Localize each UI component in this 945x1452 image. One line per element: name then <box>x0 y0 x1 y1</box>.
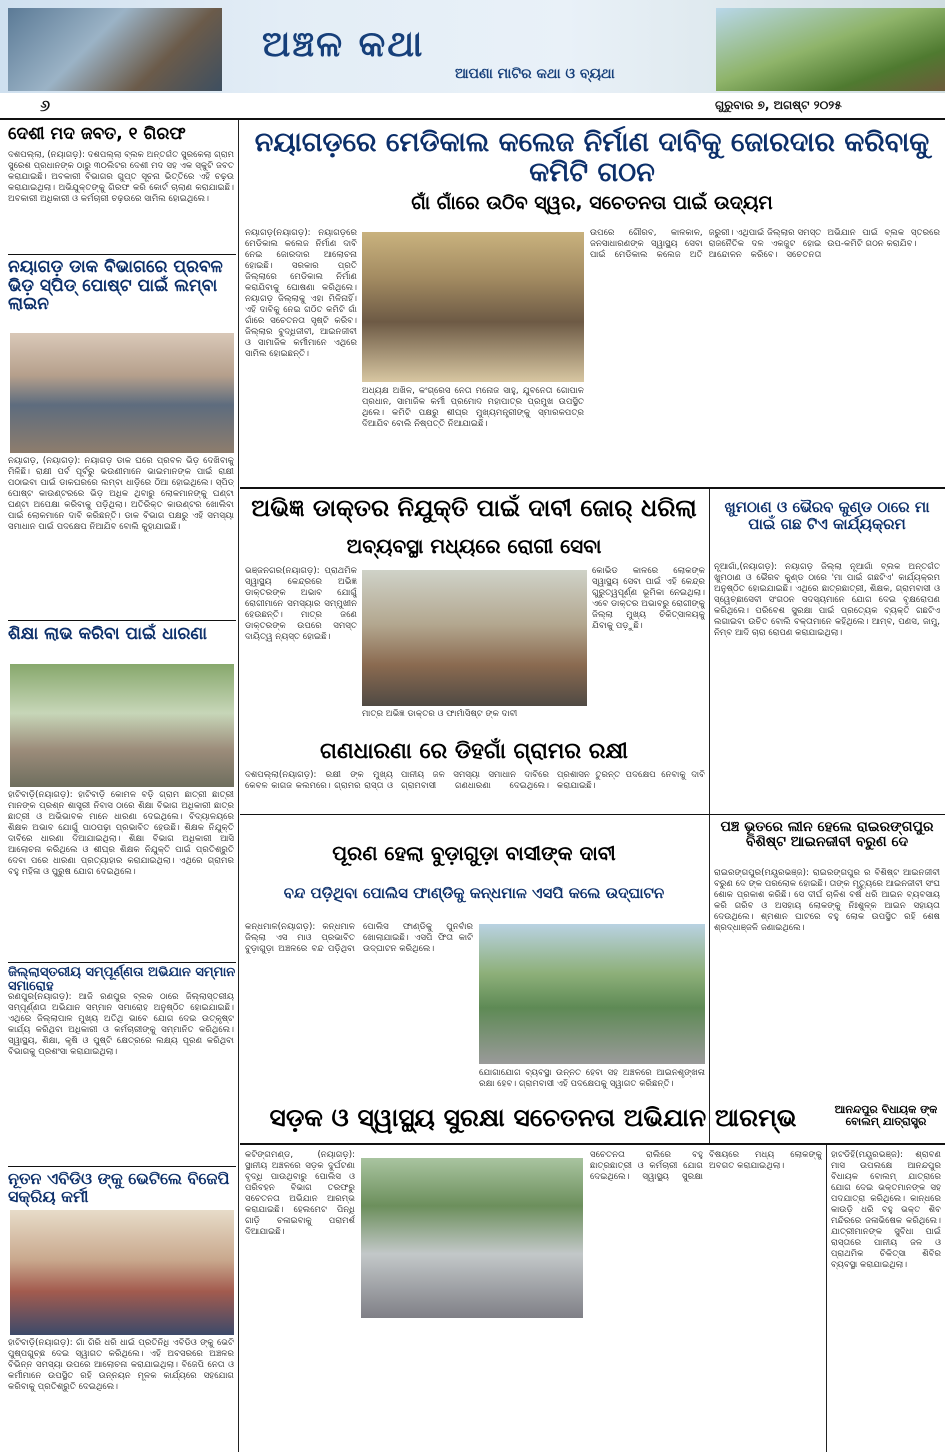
column-divider <box>709 489 710 814</box>
headline-road: ସଡ଼କ ଓ ସ୍ୱାସ୍ଥ୍ୟ ସୁରକ୍ଷା ସଚେତନତା ଅଭିଯାନ ଆରମ୍ଭ <box>269 1103 797 1132</box>
article-doctor-body-right: କୋଭିଡ କାଳରେ ଲୋକଙ୍କ ସ୍ୱାସ୍ଥ୍ୟ ସେବା ପାଇଁ ଏହି କେନ୍ଦ୍ର ଗୁରୁତ୍ୱପୂର୍ଣ୍ଣ ଭୂମିକା ନେଇଥିଲା। ଏବେ ଡାକ୍ତର ଅଭାବରୁ ରୋଗୀଙ୍କୁ ଜିଲ୍ଲା ମୁଖ୍ୟ ଚିକିତ୍ସାଳୟକୁ ଯିବାକୁ ପଡ଼ୁଛି। <box>592 566 705 631</box>
photo-education-protest <box>10 664 234 787</box>
divider <box>240 487 945 489</box>
article-rally-body: ଦଶପଲ୍ଲା(ନୟାଗଡ଼): ରକ୍ଷୀ ଙ୍କ ମୁଖ୍ୟ କେବଳ କାଗଜ କଲମରେ। ଗ୍ରାମର ରାସ୍ତା ଓ ପାନୀୟ ଜଳ ସମସ୍ୟା ସମାଧାନ ଦାବିରେ ଗ୍ରାମବାସୀ ଗଣଧାରଣା ଦେଇଥିଲେ। ପ୍ରଶାସନ ତୁରନ୍ତ ପଦକ୍ଷେପ ନେବାକୁ ଦାବି କରାଯାଇଛି। <box>245 770 705 791</box>
article-road-body-right: ସଚେତନତା ରାଲିରେ ବହୁ ଛାତ୍ରଛାତ୍ରୀ ଓ କର୍ମଚାରୀ ଯୋଗ ଦେଇଥିଲେ। ସ୍ୱାସ୍ଥ୍ୟ ସୁରକ୍ଷା ବିଷୟରେ ମଧ୍ୟ ଲୋକଙ୍କୁ ଅବଗତ କରାଯାଇଥିଲା। <box>590 1150 822 1182</box>
photo-bjp-meeting <box>10 1210 234 1335</box>
article-edu-body: ହାଟିବାଡ଼ି(ନୟାଗଡ଼): ହାଟିବାଡ଼ି କୋମଳ ବଡ଼ି ଗ୍ରାମ ଛାତ୍ରୀ ଛାତ୍ରୀ ମାନଙ୍କ ପ୍ରଶ୍ନ ଶାସ୍ତ୍ରୀ ନିବାସ ଠାରେ ଶିକ୍ଷା ବିଭାଗ ଅଧିକାରୀ ଛାତ୍ର ଛାତ୍ରୀ ଓ ଅଭିଭାବକ ମାନେ ଧାରଣା ଦେଇଥିଲେ। ବିଦ୍ୟାଳୟରେ ଶିକ୍ଷକ ଅଭାବ ଯୋଗୁଁ ପାଠପଢ଼ା ପ୍ରଭାବିତ ହେଉଛି। ଶିକ୍ଷକ ନିଯୁକ୍ତି ଦାବିରେ ଧାରଣା ଦିଆଯାଇଥିଲା। ଶିକ୍ଷା ବିଭାଗ ଅଧିକାରୀ ଆସି ଆଲୋଚନା କରିଥିଲେ ଓ ଶୀଘ୍ର ଶିକ୍ଷକ ନିଯୁକ୍ତି ପାଇଁ ପ୍ରତିଶ୍ରୁତି ଦେବା ପରେ ଧାରଣା ପ୍ରତ୍ୟାହାର କରାଯାଇଥିଲା। ଏଥିରେ ଗ୍ରାମର ବହୁ ମହିଳା ଓ ପୁରୁଷ ଯୋଗ ଦେଇଥିଲେ। <box>8 790 234 877</box>
column-divider <box>826 1145 827 1452</box>
photo-road-safety-rally <box>361 1158 583 1318</box>
headline-burdi: ପୂରଣ ହେଲା ବୁଡ଼ାଗୁଡ଼ା ବାସୀଙ୍କ ଦାବୀ <box>332 841 616 865</box>
column-divider <box>709 814 710 1144</box>
divider <box>240 814 711 815</box>
headline-medical: ନୟାଗଡ଼ରେ ମେଡିକାଲ କଲେଜ ନିର୍ମାଣ ଦାବିକୁ ଜୋରଦାର କରିବାକୁ କମିଟି ଗଠନ <box>254 127 930 188</box>
newspaper-tagline: ଆପଣା ମାଟିର କଥା ଓ ବ୍ୟଥା <box>455 66 615 82</box>
photo-police-outpost-inauguration <box>479 924 705 1064</box>
divider <box>8 962 236 963</box>
divider <box>8 1166 236 1167</box>
headline-bjp: ନୂତନ ଏବିଡିଓ ଙ୍କୁ ଭେଟିଲେ ବିଜେପି ସକ୍ରିୟ କର୍ମୀ <box>8 1169 230 1206</box>
issue-date: ଗୁରୁବାର ୭, ଅଗଷ୍ଟ ୨୦୨୫ <box>715 98 842 112</box>
headline-anandpur: ଆନନ୍ଦପୁର ବିଧାୟକ ଙ୍କ ବୋଲମ୍ ଯାତ୍ରାସ୍ତ୍ର <box>834 1103 938 1129</box>
headline-liquor: ଦେଶୀ ମଦ ଜବତ, ୧ ଗିରଫ <box>8 124 186 144</box>
divider <box>240 1143 945 1145</box>
headline-zilla: ଜିଲ୍ଲାସ୍ତରୀୟ ସମ୍ପୂର୍ଣ୍ଣତା ଅଭିଯାନ ସମ୍ମାନ ସମାରୋହ <box>8 965 236 995</box>
photo-post-office-queue <box>10 333 234 453</box>
article-medical-body-mid: ଅଧ୍ୟକ୍ଷ ଅଖିଳ, କଂଗ୍ରେସ ନେତା ମନୋଜ ସାହୁ, ଯୁବନେତା ଗୋପାଳ ପ୍ରଧାନ, ସାମାଜିକ କର୍ମୀ ପ୍ରମୋଦ ମହାପାତ୍ର ପ୍ରମୁଖ ଉପସ୍ଥିତ ଥିଲେ। କମିଟି ପକ୍ଷରୁ ଶୀଘ୍ର ମୁଖ୍ୟମନ୍ତ୍ରୀଙ୍କୁ ସ୍ମାରକପତ୍ର ଦିଆଯିବ ବୋଲି ନିଷ୍ପତ୍ତି ନିଆଯାଇଛି। <box>362 386 584 429</box>
article-post-body: ନୟାଗଡ଼, (ନୟାଗଡ଼): ନୟାଗଡ଼ ଡାକ ଘରେ ପ୍ରବଳ ଭିଡ଼ ଦେଖିବାକୁ ମିଳିଛି। ରାକ୍ଷୀ ପର୍ବ ପୂର୍ବରୁ ଭଉଣୀମାନେ ଭାଇମାନଙ୍କ ପାଇଁ ରାକ୍ଷୀ ପଠାଇବା ପାଇଁ ଡାକଘରରେ ଲମ୍ବା ଧାଡ଼ିରେ ଠିଆ ହୋଇଥିଲେ। ସ୍ପିଡ୍ ପୋଷ୍ଟ କାଉଣ୍ଟରରେ ଭିଡ଼ ଅଧିକ ଥିବାରୁ ଲୋକମାନଙ୍କୁ ଘଣ୍ଟା ଘଣ୍ଟା ଅପେକ୍ଷା କରିବାକୁ ପଡ଼ିଥିଲା। ଅତିରିକ୍ତ କାଉଣ୍ଟର ଖୋଲିବା ପାଇଁ ଲୋକମାନେ ଦାବି କରିଛନ୍ତି। ଡାକ ବିଭାଗ ପକ୍ଷରୁ ଏହି ସମସ୍ୟା ସମାଧାନ ପାଇଁ ପଦକ୍ଷେପ ନିଆଯିବ ବୋଲି କୁହାଯାଇଛି। <box>8 456 234 532</box>
newspaper-title: ଅଞ୍ଚଳ କଥା <box>262 24 425 65</box>
article-zilla-body: ରଣପୁର(ନୟାଗଡ଼): ଆଜି ରଣପୁର ବ୍ଲକ ଠାରେ ଜିଲ୍ଲାସ୍ତରୀୟ ସମ୍ପୂର୍ଣ୍ଣତା ଅଭିଯାନ ସମ୍ମାନ ସମାରୋହ ଅନୁଷ୍ଠିତ ହୋଇଯାଇଛି। ଏଥିରେ ଜିଲ୍ଲାପାଳ ମୁଖ୍ୟ ଅତିଥି ଭାବେ ଯୋଗ ଦେଇ ଉତ୍କୃଷ୍ଟ କାର୍ଯ୍ୟ କରିଥିବା ଅଧିକାରୀ ଓ କର୍ମଚାରୀଙ୍କୁ ସମ୍ମାନିତ କରିଥିଲେ। ସ୍ୱାସ୍ଥ୍ୟ, ଶିକ୍ଷା, କୃଷି ଓ ପୁଷ୍ଟି କ୍ଷେତ୍ରରେ ଲକ୍ଷ୍ୟ ପୂରଣ କରିଥିବା ବିଭାଗକୁ ପ୍ରଶଂସା କରାଯାଇଥିଲା। <box>8 992 234 1057</box>
divider <box>8 620 236 621</box>
article-liquor-body: ଦଶପଲ୍ଲା, (ନୟାଗଡ଼): ଦଶପଲ୍ଲା ବ୍ଲକ ଅନ୍ତର୍ଗତ ସୁରକେଲା ଗ୍ରାମ ସୁରେଶ ପ୍ରଧାନଙ୍କ ଠାରୁ ୩୦ଲିଟର ଦେଶୀ ମଦ ସହ ଏକ ସ୍କୁଟି ଜବତ କରାଯାଇଛି। ଅବକାରୀ ବିଭାଗର ଗୁପ୍ତ ସୂଚନା ଭିତ୍ତିରେ ଏହି ଚଢ଼ଉ କରାଯାଇଥିଲା। ଅଭିଯୁକ୍ତଙ୍କୁ ଗିରଫ କରି କୋର୍ଟ ଚାଲାଣ କରାଯାଇଛି। ଅବକାରୀ ଅଧିକାରୀ ଓ କର୍ମଚାରୀ ଚଢ଼ଉରେ ସାମିଲ ହୋଇଥିଲେ। <box>8 150 234 204</box>
photo-medical-meeting <box>362 232 584 382</box>
article-medical-body-right: ଉପରେ ଗୌରବ, କାଳକାଳ, ଜନସାଧାରଣଙ୍କ ସ୍ୱାସ୍ଥ୍ୟ ସେବା ପାଇଁ ମେଡିକାଲ କଲେଜ ଅତି ଜରୁରୀ। ଏଥିପାଇଁ ଜିଲ୍ଲାର ସମସ୍ତ ରାଜନୈତିକ ଦଳ ଏକଜୁଟ ହୋଇ ଆନ୍ଦୋଳନ କରିବେ। ସଚେତନତା ଅଭିଯାନ ପାଇଁ ବ୍ଲକ ସ୍ତରରେ ଉପ-କମିଟି ଗଠନ କରାଯିବ। <box>590 228 940 260</box>
masthead-divider <box>0 118 945 120</box>
subhead-burdi: ବନ୍ଦ ପଡ଼ିଥିବା ପୋଲିସ ଫାଣ୍ଡିକୁ କନ୍ଧମାଳ ଏସପି କଲେ ଉଦ୍‌ଘାଟନ <box>283 884 665 902</box>
headline-khumtang: ଖୁମଠାଣ ଓ ଭୈରବ କୁଣ୍ଡ ଠାରେ ମା ପାଇଁ ଗଛ ଟିଏ କାର୍ଯ୍ୟକ୍ରମ <box>724 498 930 533</box>
article-lawyer-body: ରାଇରଙ୍ଗପୁର(ମୟୂରଭଞ୍ଜ): ରାଇରଙ୍ଗପୁର ର ବିଶିଷ୍ଟ ଆଇନଜୀବୀ ବରୁଣ ଦେ ଙ୍କ ପରଲୋକ ହୋଇଛି। ତାଙ୍କ ମୃତ୍ୟୁରେ ଆଇନଜୀବୀ ସଂଘ ଶୋକ ପ୍ରକାଶ କରିଛି। ସେ ଦୀର୍ଘ ଚାଳିଶ ବର୍ଷ ଧରି ଆଇନ ବ୍ୟବସାୟ କରି ଗରିବ ଓ ଅସହାୟ ଲୋକଙ୍କୁ ନିଃଶୁଳ୍କ ଆଇନ ସହାୟତା ଦେଉଥିଲେ। ଶ୍ମଶାନ ଘାଟରେ ବହୁ ଲୋକ ଉପସ୍ଥିତ ରହି ଶେଷ ଶ୍ରଦ୍ଧାଞ୍ଜଳି ଜଣାଇଥିଲେ। <box>714 868 940 933</box>
article-medical-body-left: ନୟାଗଡ଼(ନୟାଗଡ଼): ନୟାଗଡ଼ରେ ମେଡିକାଲ କଲେଜ ନିର୍ମାଣ ଦାବି ନେଇ ଜୋରଦାର ଆଲୋଚନା ହୋଇଛି। ସରକାର ପ୍ରତି ଜିଲ୍ଲାରେ ମେଡିକାଲ ନିର୍ମାଣ କରାଯିବାକୁ ଘୋଷଣା କରିଥିଲେ। ନୟାଗଡ଼ ଜିଲ୍ଲାକୁ ଏହା ମିଳିନାହିଁ। ଏହି ଦାବିକୁ ନେଇ ଗଠିତ କମିଟି ଗାଁ ଗାଁରେ ସଚେତନତା ସୃଷ୍ଟି କରିବ। ଜିଲ୍ଲାର ବୁଦ୍ଧିଜୀବୀ, ଆଇନଜୀବୀ ଓ ସାମାଜିକ କର୍ମୀମାନେ ଏଥିରେ ସାମିଲ ହୋଇଛନ୍ତି। <box>245 228 357 359</box>
headline-rally: ଗଣଧାରଣା ରେ ଡିହଗାଁ ଗ୍ରାମର ରକ୍ଷୀ <box>320 739 628 764</box>
article-road-body-left: କଟିଙ୍ଗମଣ୍ଡ, (ନୟାଗଡ଼): ସ୍ଥାନୀୟ ଅଞ୍ଚଳରେ ସଡ଼କ ଦୁର୍ଘଟଣା ବୃଦ୍ଧି ପାଉଥିବାରୁ ପୋଲିସ ଓ ପରିବହନ ବିଭାଗ ତରଫରୁ ସଚେତନତା ଅଭିଯାନ ଆରମ୍ଭ କରାଯାଇଛି। ହେଲମେଟ ପିନ୍ଧି ଗାଡ଼ି ଚଳାଇବାକୁ ପରାମର୍ଶ ଦିଆଯାଇଛି। <box>245 1150 355 1237</box>
column-divider <box>238 120 239 1452</box>
article-burdi-body-left: କନ୍ଧମାଳ(ନୟାଗଡ଼): କନ୍ଧମାଳ ଜିଲ୍ଲା ଏସ ମାଓ ପ୍ରଭାବିତ ବୁଡ଼ାଗୁଡ଼ା ଅଞ୍ଚଳରେ ବନ୍ଦ ପଡ଼ିଥିବା ପୋଲିସ ଫାଣ୍ଡିକୁ ପୁନର୍ବାର ଖୋଲାଯାଇଛି। ଏସପି ଫିତା କାଟି ଉଦ୍‌ଘାଟନ କରିଥିଲେ। <box>245 922 473 954</box>
subhead-doctor: ଅବ୍ୟବସ୍ଥା ମଧ୍ୟରେ ରୋଗୀ ସେବା <box>346 534 602 558</box>
caption-doctor: ମାତ୍ର ଅଭିଜ୍ଞ ଡାକ୍ତର ଓ ଫାର୍ମାସିଷ୍ଟ ଙ୍କ ଦାବୀ <box>362 709 518 719</box>
article-burdi-body-right: ଯୋଗାଯୋଗ ବ୍ୟବସ୍ଥା ଉନ୍ନତ ହେବା ସହ ଅଞ୍ଚଳରେ ଆଇନଶୃଙ୍ଖଳା ରକ୍ଷା ହେବ। ଗ୍ରାମବାସୀ ଏହି ପଦକ୍ଷେପକୁ ସ୍ୱାଗତ କରିଛନ୍ତି। <box>479 1068 705 1089</box>
masthead-photo-farmer <box>716 8 945 91</box>
photo-health-centre <box>362 570 587 706</box>
article-anandpur-body: ହାଟଡିହି(ମୟୂରଭଞ୍ଜ): ଶ୍ରାବଣ ମାସ ଉପଲକ୍ଷେ ଆନନ୍ଦପୁର ବିଧାୟକ ବୋଲମ୍ ଯାତ୍ରାରେ ଯୋଗ ଦେଇ ଭକ୍ତମାନଙ୍କ ସହ ପଦଯାତ୍ରା କରିଥିଲେ। କାନ୍ଧରେ କାଉଡ଼ି ଧରି ବହୁ ଭକ୍ତ ଶିବ ମନ୍ଦିରରେ ଜଳାଭିଷେକ କରିଥିଲେ। ଯାତ୍ରୀମାନଙ୍କ ସୁବିଧା ପାଇଁ ରାସ୍ତାରେ ପାନୀୟ ଜଳ ଓ ପ୍ରାଥମିକ ଚିକିତ୍ସା ଶିବିର ବ୍ୟବସ୍ଥା କରାଯାଇଥିଲା। <box>831 1150 941 1270</box>
headline-post: ନୟାଗଡ଼ ଡାକ ବିଭାଗରେ ପ୍ରବଳ ଭିଡ଼ ସ୍ପିଡ୍ ପୋଷ୍ଟ ପାଇଁ ଲମ୍ବା ଲାଇନ <box>8 257 223 315</box>
article-bjp-body: ହାଟିବାଡ଼ି(ନୟାଗଡ଼): ଗାଁ ଗିରି ଧରି ଧାଇଁ ପ୍ରତିନିଧି ଏବିଡିଓ ଙ୍କୁ ଭେଟି ପୁଷ୍ପଗୁଚ୍ଛ ଦେଇ ସ୍ୱାଗତ କରିଥିଲେ। ଏହି ଅବସରରେ ଅଞ୍ଚଳର ବିଭିନ୍ନ ସମସ୍ୟା ଉପରେ ଆଲୋଚନା କରାଯାଇଥିଲା। ବିଜେପି ନେତା ଓ କର୍ମୀମାନେ ଉପସ୍ଥିତ ରହି ଉନ୍ନୟନ ମୂଳକ କାର୍ଯ୍ୟରେ ସହଯୋଗ କରିବାକୁ ପ୍ରତିଶ୍ରୁତି ଦେଇଥିଲେ। <box>8 1338 234 1392</box>
divider <box>711 814 945 815</box>
article-khumtang-body: ନୂଆଗାଁ,(ନୟାଗଡ଼): ନୟାଗଡ଼ ଜିଲ୍ଲା ନୂଆଗାଁ ବ୍ଲକ ଅନ୍ତର୍ଗତ ଖୁମଠାଣ ଓ ଭୈରବ କୁଣ୍ଡ ଠାରେ 'ମା ପାଇଁ ଗଛଟିଏ' କାର୍ଯ୍ୟକ୍ରମ ଅନୁଷ୍ଠିତ ହୋଇଯାଇଛି। ଏଥିରେ ଛାତ୍ରଛାତ୍ରୀ, ଶିକ୍ଷକ, ଗ୍ରାମବାସୀ ଓ ସ୍ୱେଚ୍ଛାସେବୀ ସଂଗଠନ ସଦସ୍ୟମାନେ ଯୋଗ ଦେଇ ବୃକ୍ଷରୋପଣ କରିଥିଲେ। ପରିବେଶ ସୁରକ୍ଷା ପାଇଁ ପ୍ରତ୍ୟେକ ବ୍ୟକ୍ତି ଗଛଟିଏ ଲଗାଇବା ଉଚିତ ବୋଲି ବକ୍ତାମାନେ କହିଥିଲେ। ଆମ୍ବ, ପଣସ, ଜାମୁ, ନିମ୍ବ ଆଦି ଚାରା ରୋପଣ କରାଯାଇଥିଲା। <box>714 562 940 638</box>
page-number: ୬ <box>40 96 51 115</box>
divider <box>8 254 236 255</box>
article-doctor-body-left: ଭଞ୍ଜନଗର(ନୟାଗଡ଼): ପ୍ରାଥମିକ ସ୍ୱାସ୍ଥ୍ୟ କେନ୍ଦ୍ରରେ ଅଭିଜ୍ଞ ଡାକ୍ତରଙ୍କ ଅଭାବ ଯୋଗୁଁ ରୋଗୀମାନେ ସମସ୍ୟାର ସମ୍ମୁଖୀନ ହେଉଛନ୍ତି। ମାତ୍ର ଜଣେ ଡାକ୍ତରଙ୍କ ଉପରେ ସମସ୍ତ ଦାୟିତ୍ୱ ନ୍ୟସ୍ତ ହୋଇଛି। <box>245 566 357 642</box>
headline-doctor: ଅଭିଜ୍ଞ ଡାକ୍ତର ନିଯୁକ୍ତି ପାଇଁ ଦାବୀ ଜୋର୍ ଧରିଲା <box>251 494 697 522</box>
headline-edu: ଶିକ୍ଷା ଲାଭ କରିବା ପାଇଁ ଧାରଣା <box>8 624 208 644</box>
masthead-photo-children <box>8 8 222 91</box>
subhead-medical: ଗାଁ ଗାଁରେ ଉଠିବ ସ୍ୱର, ସଚେତନତା ପାଇଁ ଉଦ୍ୟମ <box>411 192 773 214</box>
headline-lawyer: ପଞ୍ଚ ଭୂତରେ ଲୀନ ହେଲେ ରାଇରଙ୍ଗପୁର ବିଶିଷ୍ଟ ଆଇନଜୀବୀ ବରୁଣ ଦେ <box>720 819 934 851</box>
